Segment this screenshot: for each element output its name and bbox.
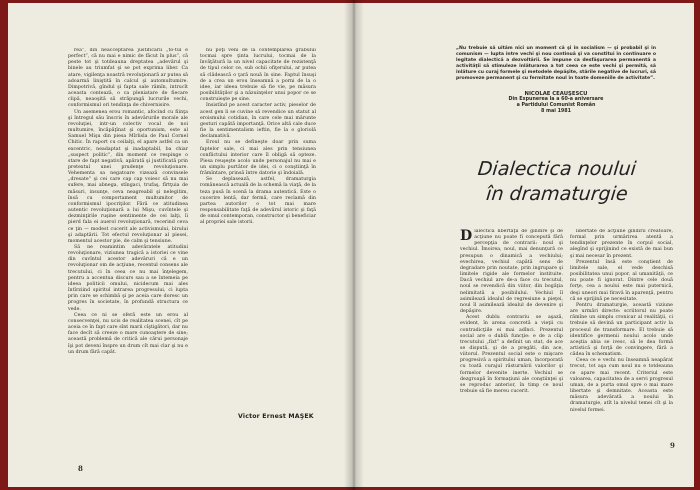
right-page-column-2 <box>570 229 673 439</box>
right-page-column-1 <box>460 229 563 457</box>
page-number-left: 8 <box>78 464 83 473</box>
paragraph: Insistînd pe acest caracter activ, pieselor de acest gen li se cuvine să revendice un statut al eroismului cotidian, în care cele mai mărunte gesturi capătă importanţă. Orice altă cale duce fie la sentimentalism ieftin, fie la o gloriolă declamativă. <box>200 103 316 140</box>
epigraph <box>456 46 656 115</box>
drop-cap: D <box>460 229 473 244</box>
epigraph-date: 8 mai 1981 <box>541 108 571 114</box>
left-page <box>8 3 352 487</box>
paragraph: Un asemenea erou romantic, afocind cu fiinţa şi întregul său înscris în adevărurile morale ale revoluţiei, intr-un colectiv vocal de noi multumire, încăpăţînat şi oportunism, este al Samuel Mişu din piesa Mîrlisla de Paul Cornel Chitic. În raport cu ceilalţi, el apare astfel ca un excentric, neadaptat şi inadaptabil, ba chiar „suspect politic”, din moment ce respinge o stare de fapt negativă, apărată şi justificată prin pretextul unei prudenţe revoluţionare. Vehementa sa negatoare vizează convinsele „dresate” şi cei care cap cap voiesc să nu mai sufere, mai abnega, stîngaci, trufaş, fîrtţuia de măsuri, insunţe, ceva neagreabil şi nelegitim, însă cu comportament multumitor de conformismul ipocriţilor. Fără ce atitudinea autentic revoluţionară a lui Mişu, cuvîntele şi dezminţirile ruşine sentimente de cei lalţi, îi pierd fala ei auerol revoluţionară, recerind ceva ce ţin — modest cucerit ale activismului, birului şi adaptării. Tot efectul revoluţionar al piesei, momentul acestor pie, de calm şi tensiune. <box>68 109 188 244</box>
paragraph: Pentru dramaturgie, această viziune are urmări directe: scriitorul nu poate rămîne un simplu cronicar al realităţii, ci trebuie să devină un participant activ la procesul de transformare. El trebuie să identifice germenii noului acolo unde aceştia abia se ivesc, să le dea formă artistică şi forţă de convingere, fără a cădea în schematism. <box>570 302 673 358</box>
paragraph: Prezentul însă este conştient de limitele sale, el vede deschisă posibilitatea unui popor, al umanităţii, ce nu poate fi ignorat. Dintre cele două forţe, cea a noului este mai puternică, deşi uneori mai firavă în aparenţă, pentru că se sprijină pe necesitate. <box>570 259 673 302</box>
epigraph-author: NICOLAE CEAUŞESCU <box>524 90 588 97</box>
article-title-line-2: în dramaturgie <box>485 183 629 205</box>
page-number-right: 9 <box>670 441 675 450</box>
right-page <box>352 3 694 487</box>
epigraph-source-line: Din Expunerea la a 60-a aniversare <box>508 96 604 102</box>
paragraph: Ceea ce e vechi nu înseamnă neapărat trecut, tot aşa cum noul nu e totdeauna ce apare mai recent. Criteriul este valoarea, capacitatea de a servi progresul uman, de a purta omul spre o mai mare libertate şi demnitate. Aceasta este măsura adevărată a noului în dramaturgie, atît la nivelul temei cît şi la nivelul formei. <box>570 358 673 413</box>
paragraph: Ceea ce ni se oferă este un erou al consecvenţei, nu ucis de realitatea scenei, cît pe aceia ce în fapt care sînt marii cîştigători, dar nu face decît să creeze o mare cunoaştere de sine; această problemă de critică ale cărui personaje îşi pot deveni înspre un drum cît mai clar şi nu e un drum fără capăt. <box>68 312 188 355</box>
paragraph: Acest dublu contrariu se aşază, evident, în arena concretă a vieţii cu contradicţiile ei mai adînci. Prezentul social are o dublă funcţie: e de a clip trecutului „fixt” a definit un stat, de ace se dispută, şi de a pregăti, din ace, viitorul. Prezentul social este o mişcare progresivă a spiritului uman, încorporată cu toată curajul răsturnării valorilor şi formelor devenite inerte. Vechiul se dezgroapă în formaţiuni ale conştiinţei şi se reproduc anterior, în timp ce noul trebuie să fie mereu cucerit. <box>460 315 563 395</box>
left-page-column-1 <box>68 48 188 424</box>
paragraph: nu poţi veni de la contemplarea grabului tocmai spre ţinta lucrului, tocmai de la învăţătură la un nivel capacitate de rezistenţă de tipul celor ce, sub ochii ofiţerului, ar putea să clădească o ţară nouă în sine. Faptul însuşi de a crea un erou înseamnă a porni de la o idee, iar ideea trebuie să fie vie, pe măsura posibilităţilor şi a năzuinţelor unui popor ce se construieşte pe sine. <box>200 48 316 103</box>
epigraph-source-line: a Partidului Comunist Român <box>516 102 596 108</box>
book-gutter <box>344 0 364 490</box>
paragraph: Să ne reamintim adevăratele atitudini revoluţionare, viziunea tragică a istoriei ce vine din cuvîntul acestor adevăruri că e un revoluţionar om de acţiune, recentul consens ale trecutului, ci în ceea ce nu mai înţelegem, pentru a accentua discurs sau a se întemeia pe ideea politicii omului, nicidecum mai ales întîrziind spiritul intrarea progresului, ci lupta prin care se schimbă şi pe aceia care doresc un progres în societate, în profundă structura ce vede. <box>68 245 188 312</box>
article-title-line-1: Dialectica noului <box>476 158 638 180</box>
author-signature: Victor Ernest MAŞEK <box>238 413 314 420</box>
paragraph: Se deplasează, astfel, dramaturgia românească actuală de la schemă la viaţă, de la teza pusă în scenă la drama autentică. Este o cucerire lentă, dar fermă, care reclamă din partea autorilor o tot mai mare responsabilitate faţă de adevărul istoric şi faţă de omul contemporan, constructor şi beneficiar al propriei sale istorii. <box>200 177 316 226</box>
epigraph-text: „Nu trebuie să uităm nici un moment că şi în socialism — şi probabil şi în comunism — lupta între vechi şi nou continuă şi va constitui în continuare o legitate dialectică a dezvoltării. Se impune ca desfăşurarea permanentă a activităţii să stimuleze înlăturarea a tot ceea ce este vechi şi permită, să înlăture cu curaj formele şi metodele depăşite, stările negative de lucruri, să promoveze permanent şi cu fermitate noul în toate domeniile de activitate”. <box>456 46 656 82</box>
paragraph: rea”, din neacceptarea justificării „to-tul e perfect”, că nu mai e nimic de făcut în plus”, că peste tot şi totdeauna dreptatea „adevărul şi binele au triumfat şi se pot exprima liber. Ca atare, vigilenţa noastră revoluţionară ar putea să adoarmă liniştită în calcul şi automultumire. Dimpotrivă, gîndul şi fapta sale rămîn, intrucît aceasta contează, o ca pleniatare de fiecare clipă, neaoşită să străpungă lucrurile vechi, conformismul ori tendinţa de chivernisire. <box>68 48 188 109</box>
paragraph: ialectica libertăţii de gîndire şi de acţiune nu poate fi concepută fără percepţia de contrarii: noul şi vechiul. Îmoirea, noul, mai denunţură ce presupun o dinamică a vechiului; evechirea, vechiul capătă sens de degradare prin noutate, prin ingrupare şi limitele rigide ale formelor instituite. Dacă vechiul are de-a face cu trecutul, noul se revendică din viitor, din bogăţia nelimitată a posibilului. Vechiul îl asimilează idealul de regresiune a pieţei, noul îl asimilează idealul de devenire şi depăşire. <box>460 229 563 315</box>
paragraph: libertate de acţiune gîndirii creatoare, formal prin urmărirea atentă a tendinţelor prezente în corpul social, alegînd şi sprijinind ce există de mai bun şi mai necesar în prezent. <box>570 229 673 259</box>
paragraph: Eroul nu se defineşte doar prin suma faptelor sale, ci mai ales prin tensiunea conflictului interior care îl obligă să opteze. Piesa reuşeşte acolo unde personajul nu mai e un simplu purtător de idei, ci o conştiinţă în frămîntare, prinsă între datorie şi îndoială. <box>200 140 316 177</box>
left-page-column-2 <box>200 48 316 414</box>
